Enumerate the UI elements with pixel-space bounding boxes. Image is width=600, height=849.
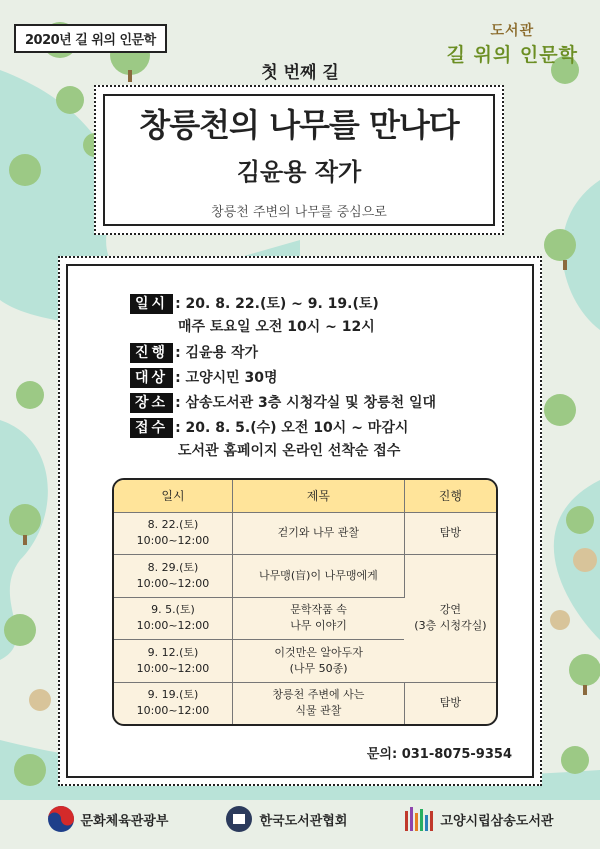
session-time: 10:00~12:00	[136, 534, 210, 548]
org-kla	[225, 805, 347, 833]
kla-emblem-icon	[225, 805, 253, 833]
session-title: 걷기와 나무 관찰	[277, 526, 360, 540]
place-text: : 삼송도서관 3층 시청각실 및 창릉천 일대	[175, 395, 437, 411]
session-date: 9. 12.(토)	[147, 645, 199, 659]
session-date: 8. 29.(토)	[147, 560, 199, 574]
session-time: 10:00~12:00	[136, 576, 210, 590]
year-badge: 2020년 길 위의 인문학	[14, 24, 167, 53]
date-text: : 20. 8. 22.(토) ~ 9. 19.(토)	[175, 296, 379, 312]
title-box	[94, 85, 504, 235]
table-row	[114, 555, 496, 598]
session-time: 10:00~12:00	[136, 704, 210, 718]
host-text: : 김윤용 작가	[175, 345, 259, 361]
session-title-2: 나무 이야기	[290, 619, 347, 633]
table-row	[114, 512, 496, 555]
org2-label: 한국도서관협회	[259, 813, 348, 829]
host-tag: 진행	[130, 343, 173, 363]
session-time: 10:00~12:00	[136, 661, 210, 675]
org-mcst	[47, 805, 169, 833]
taegeuk-icon	[47, 805, 75, 833]
column-header: 진행	[404, 480, 496, 512]
column-header: 제목	[232, 480, 404, 512]
session-title-2: 식물 관찰	[295, 704, 342, 718]
org3-label: 고양시립삼송도서관	[440, 813, 554, 829]
session-time: 10:00~12:00	[136, 619, 210, 633]
session-title: 나무맹(盲)이 나무맹에게	[258, 568, 378, 582]
library-bars-icon	[404, 807, 434, 831]
apply-text: : 20. 8. 5.(수) 오전 10시 ~ 마감시	[175, 420, 409, 436]
target-text: : 고양시민 30명	[175, 370, 278, 386]
place-tag: 장소	[130, 393, 173, 413]
contact-info: 문의: 031-8075-9354	[366, 747, 512, 762]
session-date: 8. 22.(토)	[147, 518, 199, 532]
column-header: 일시	[114, 480, 232, 512]
target-tag: 대상	[130, 368, 173, 388]
session-mode: 탐방	[439, 526, 462, 540]
brand-main: 길 위의 인문학	[446, 44, 578, 66]
session-title: 이것만은 알아두자	[274, 645, 363, 659]
page-subtitle: 창릉천 주변의 나무를 중심으로	[211, 205, 387, 220]
session-mode: 탐방	[439, 696, 462, 710]
apply-tag: 접수	[130, 418, 173, 438]
table-row	[114, 682, 496, 724]
apply-text-2: 도서관 홈페이지 온라인 선착순 접수	[178, 443, 401, 459]
session-title: 문학작품 속	[290, 603, 347, 617]
org-library	[404, 807, 553, 831]
session-title-2: (나무 50종)	[289, 661, 348, 675]
org1-label: 문화체육관광부	[80, 813, 169, 829]
brand-top: 도서관	[490, 23, 535, 39]
date-tag: 일시	[130, 294, 173, 314]
content-box	[58, 256, 542, 786]
session-date: 9. 19.(토)	[147, 688, 199, 702]
session-mode: 강연	[439, 603, 462, 617]
page-title: 창릉천의 나무를 만나다	[139, 106, 459, 144]
author-name: 김윤용 작가	[236, 158, 362, 186]
session-title: 창릉천 주변에 사는	[272, 688, 365, 702]
schedule-table	[112, 478, 498, 726]
info-list	[130, 294, 436, 467]
session-date: 9. 5.(토)	[151, 603, 195, 617]
session-mode-note: (3층 시청각실)	[414, 619, 487, 633]
footer-logos	[0, 795, 600, 843]
date-text-2: 매주 토요일 오전 10시 ~ 12시	[178, 319, 375, 335]
round-label: 첫 번째 길	[261, 63, 339, 83]
